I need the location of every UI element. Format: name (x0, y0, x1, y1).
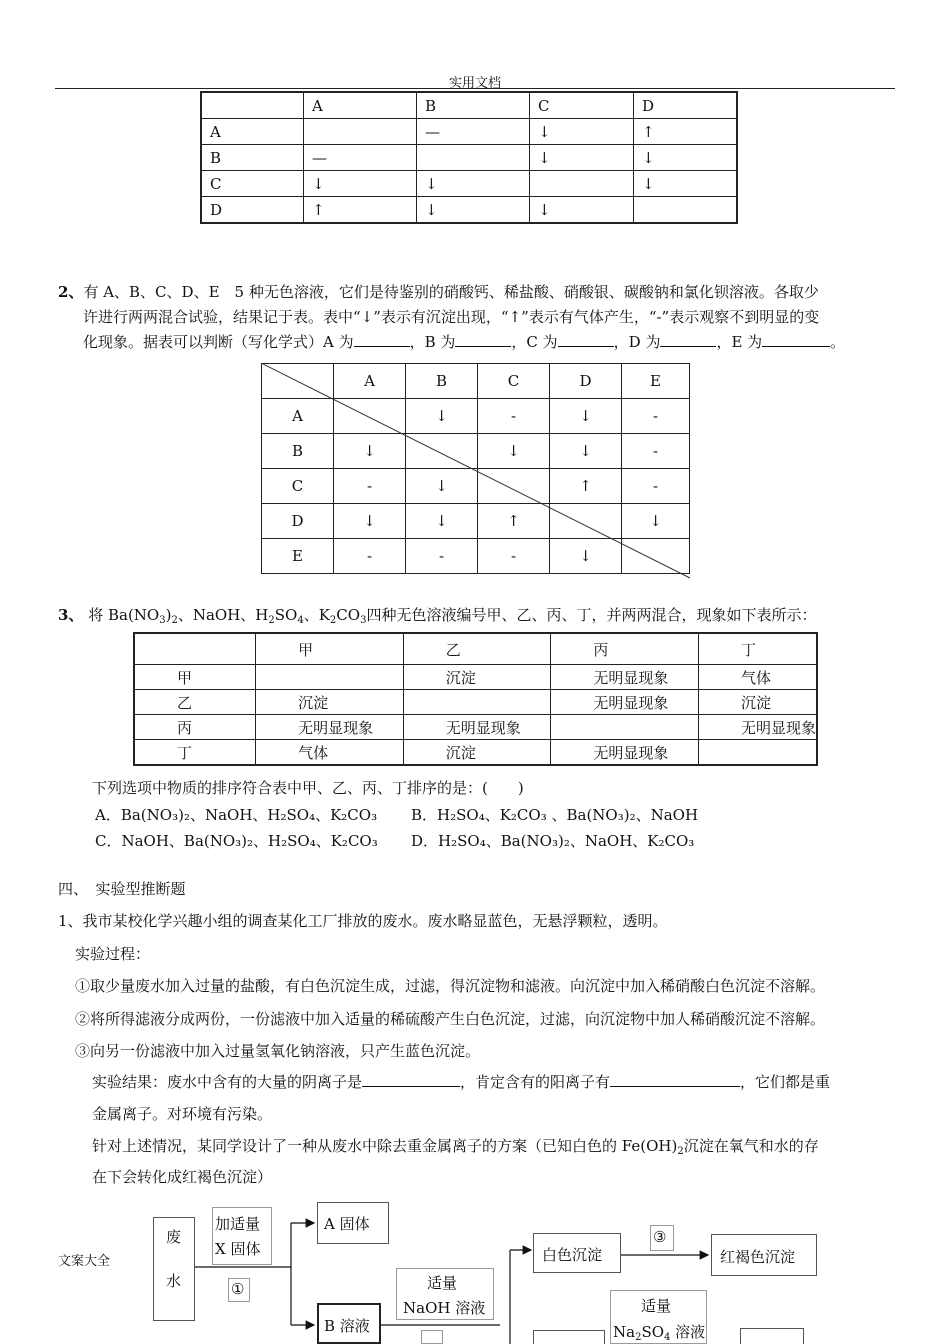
table-cell: ↓ (406, 469, 478, 504)
table-cell (530, 171, 634, 197)
table-cell: ↑ (634, 119, 738, 145)
table-cell: 丙 (134, 715, 256, 740)
q2-line-2: 许进行两两混合试验，结果记于表。表中“↓”表示有沉淀出现，“↑”表示有气体产生，“-”表示观察不到明显的变 (83, 308, 820, 326)
table-row (201, 197, 737, 224)
process-step-1: ①取少量废水加入过量的盐酸，有白色沉淀生成，过滤，得沉淀物和滤液。向沉淀中加入稀硝酸白色沉淀不溶解。 (75, 977, 826, 995)
table-cell: 沉淀 (256, 690, 404, 715)
answer-blank-a[interactable] (354, 332, 410, 347)
answer-blank-cation[interactable] (610, 1072, 740, 1087)
q3-question: 下列选项中物质的排序符合表中甲、乙、丙、丁排序的是：( ) (92, 779, 524, 797)
q2-text-b: ，B 为 (409, 333, 456, 351)
table-cell: ↑ (478, 504, 550, 539)
q3-text: 将 Ba(NO (88, 606, 160, 624)
q2-text-d: ，D 为 (613, 333, 661, 351)
q2-text-e: ，E 为 (716, 333, 763, 351)
table-cell: 无明显现象 (403, 715, 551, 740)
table-cell: 无明显现象 (256, 715, 404, 740)
table-cell: ↓ (334, 504, 406, 539)
q3-text: 、NaOH、H (177, 606, 269, 624)
table-cell: D (634, 92, 738, 119)
table-cell: ↓ (634, 145, 738, 171)
table-cell: 气体 (256, 740, 404, 766)
subscript: 4 (664, 1332, 671, 1343)
waste-water-box (153, 1217, 195, 1321)
table-cell (304, 119, 417, 145)
table-1 (200, 91, 738, 224)
table-cell (417, 145, 530, 171)
table-cell: 沉淀 (403, 665, 551, 690)
table-cell: 甲 (256, 633, 404, 665)
process-step-3: ③向另一份滤液中加入过量氢氧化钠溶液，只产生蓝色沉淀。 (75, 1042, 481, 1060)
q3-option-d: D．H₂SO₄、Ba(NO₃)₂、NaOH、K₂CO₃ (411, 832, 695, 850)
step-3-marker (650, 1225, 674, 1251)
table-cell: A (334, 364, 406, 399)
table-cell: 气体 (698, 665, 817, 690)
waste-label-1: 废 (166, 1228, 182, 1246)
q3-option-c: C．NaOH、Ba(NO₃)₂、H₂SO₄、K₂CO₃ (95, 832, 378, 850)
answer-blank-c[interactable] (558, 332, 614, 347)
table-cell: 丙 (551, 633, 699, 665)
q2-text-f: 。 (830, 333, 846, 351)
table-cell: B (417, 92, 530, 119)
q2-number: 2、 (58, 283, 84, 301)
footer-left: 文案大全 (58, 1254, 111, 1269)
table-cell: D (262, 504, 334, 539)
table-cell: E (622, 364, 690, 399)
table-cell: 无明显现象 (551, 690, 699, 715)
table-cell: B (201, 145, 304, 171)
table-cell: — (304, 145, 417, 171)
table-cell (134, 633, 256, 665)
table-cell: B (262, 434, 334, 469)
subscript: 4 (297, 615, 304, 626)
table-cell: ↓ (406, 504, 478, 539)
table-cell: C (478, 364, 550, 399)
answer-blank-e[interactable] (762, 332, 830, 347)
table-cell: ↓ (334, 434, 406, 469)
table-cell: ↓ (530, 119, 634, 145)
table-cell: - (334, 469, 406, 504)
result-text: ，它们都是重 (740, 1073, 831, 1091)
table-cell: ↓ (530, 197, 634, 224)
table-row (201, 171, 737, 197)
subscript: 3 (159, 615, 166, 626)
q3-intro: 3、 将 $Ba(NO_3)_2$、NaOH、$H_2SO_4$、$K_2CO_3$四种无色溶液编号甲、乙、丙、丁，并两两混合，现象如下表所示： (58, 606, 817, 626)
table-cell: 乙 (134, 690, 256, 715)
q3-text: SO (274, 606, 298, 624)
q2-line-1 (58, 281, 819, 302)
table-cell: - (622, 399, 690, 434)
table-cell: ↓ (550, 399, 622, 434)
plan-text: 沉淀在氧气和水的存 (683, 1137, 819, 1155)
page-header: 实用文档 (448, 76, 501, 91)
formula-part: SO (641, 1323, 665, 1341)
plan-line-1 (92, 1135, 819, 1156)
table-cell (698, 740, 817, 766)
step-1-marker (228, 1278, 250, 1302)
q3-text: 、K (303, 606, 330, 624)
step-2-marker (421, 1330, 443, 1344)
red-brown-precipitate-label: 红褐色沉淀 (720, 1248, 796, 1266)
subscript: 2 (677, 1146, 684, 1157)
result-line-1 (92, 1071, 830, 1092)
q2-text-1: 有 A、B、C、D、E 5 种无色溶液，它们是待鉴别的硝酸钙、稀盐酸、硝酸银、碳酸钠和氯化钡溶液。各取少 (83, 283, 819, 301)
table-cell: — (417, 119, 530, 145)
table-row (134, 633, 817, 665)
process-step-2: ②将所得滤液分成两份，一份滤液中加入适量的稀硫酸产生白色沉淀，过滤，向沉淀物中加人稀硝酸沉淀不溶解。 (75, 1010, 826, 1028)
subscript: 2 (329, 615, 337, 626)
table-cell (201, 92, 304, 119)
table-cell: ↑ (304, 197, 417, 224)
solution-b-box (317, 1303, 381, 1344)
white-precipitate-box (533, 1233, 621, 1273)
q2-text-a: 化现象。据表可以判断（写化学式）A 为 (83, 333, 354, 351)
process-title: 实验过程： (75, 945, 151, 963)
table-cell: - (406, 539, 478, 574)
table-cell: 无明显现象 (551, 740, 699, 766)
table-cell: ↓ (530, 145, 634, 171)
table-cell: A (304, 92, 417, 119)
na2so4-label-1: 适量 (641, 1297, 672, 1315)
table-row (134, 665, 817, 690)
table-3 (133, 632, 818, 766)
table-cell: 丁 (698, 633, 817, 665)
table-cell (551, 715, 699, 740)
red-brown-precipitate-box (711, 1234, 817, 1276)
formula-part: 溶液 (670, 1323, 706, 1341)
white-precipitate-label: 白色沉淀 (542, 1246, 603, 1264)
table-cell: E (262, 539, 334, 574)
table-cell: 沉淀 (403, 740, 551, 766)
q3-text: CO (336, 606, 361, 624)
answer-blank-b[interactable] (455, 332, 511, 347)
flow-box-partial-2 (740, 1328, 804, 1344)
table-cell: B (406, 364, 478, 399)
table-row (134, 715, 817, 740)
table-cell: ↓ (417, 171, 530, 197)
waste-label-2: 水 (166, 1272, 182, 1290)
table-cell: 无明显现象 (698, 715, 817, 740)
naoh-label-1: 适量 (427, 1274, 458, 1292)
answer-blank-d[interactable] (660, 332, 716, 347)
table-cell: 甲 (134, 665, 256, 690)
flow-box-partial-1 (533, 1330, 605, 1344)
table-2-diagonal (261, 363, 691, 579)
table-cell: - (334, 539, 406, 574)
subscript: 2 (171, 615, 178, 626)
step-1-label: ① (231, 1280, 245, 1298)
table-cell (256, 665, 404, 690)
result-text: ，肯定含有的阳离子有 (460, 1073, 611, 1091)
q2-line-3 (83, 331, 845, 352)
naoh-label-2: NaOH 溶液 (403, 1299, 486, 1317)
table-cell (634, 197, 738, 224)
table-cell: ↓ (478, 434, 550, 469)
table-cell: ↓ (304, 171, 417, 197)
table-cell: 乙 (403, 633, 551, 665)
result-line-2: 金属离子。对环境有污染。 (92, 1105, 273, 1123)
subscript: 2 (268, 615, 275, 626)
table-cell: 沉淀 (698, 690, 817, 715)
table-cell: ↓ (634, 171, 738, 197)
na2so4-reagent-box (610, 1290, 707, 1344)
table-cell: - (622, 434, 690, 469)
table-cell: D (201, 197, 304, 224)
step-3-label: ③ (653, 1228, 667, 1246)
s4-q1-intro: 1、我市某校化学兴趣小组的调查某化工厂排放的废水。废水略显蓝色，无悬浮颗粒，透明。 (58, 912, 668, 930)
plan-text: 针对上述情况，某同学设计了一种从废水中除去重金属离子的方案（已知白色的 Fe(OH) (92, 1137, 678, 1155)
q2-text-c: ，C 为 (511, 333, 558, 351)
header-rule (55, 88, 895, 89)
table-row (201, 145, 737, 171)
table-cell: A (201, 119, 304, 145)
solid-a-box (317, 1202, 389, 1244)
table-row (134, 740, 817, 766)
table-cell: C (530, 92, 634, 119)
subscript: 2 (635, 1332, 642, 1343)
add-x-box (212, 1207, 272, 1265)
table-cell: ↑ (550, 469, 622, 504)
formula-part: Na (613, 1323, 636, 1341)
table-cell: - (478, 539, 550, 574)
naoh-reagent-box (396, 1268, 494, 1320)
table-cell: 丁 (134, 740, 256, 766)
q3-option-b: B．H₂SO₄、K₂CO₃ 、Ba(NO₃)₂、NaOH (411, 806, 699, 824)
solid-a-label: A 固体 (324, 1215, 370, 1233)
table-cell (403, 690, 551, 715)
add-x-label-2: X 固体 (215, 1240, 261, 1258)
table-cell: D (550, 364, 622, 399)
q3-text: 四种无色溶液编号甲、乙、丙、丁，并两两混合，现象如下表所示： (366, 606, 817, 624)
table-cell: 无明显现象 (551, 665, 699, 690)
subscript: 3 (360, 615, 367, 626)
section-4-title: 四、 实验型推断题 (58, 880, 186, 898)
table-cell: ↓ (622, 504, 690, 539)
table-cell: - (622, 469, 690, 504)
table-cell: ↓ (406, 399, 478, 434)
q3-option-a: A．Ba(NO₃)₂、NaOH、H₂SO₄、K₂CO₃ (95, 806, 378, 824)
answer-blank-anion[interactable] (362, 1072, 460, 1087)
solution-b-label: B 溶液 (324, 1317, 370, 1335)
na2so4-label-2 (613, 1321, 705, 1342)
table-cell: ↓ (550, 434, 622, 469)
table-cell: A (262, 399, 334, 434)
result-text: 实验结果：废水中含有的大量的阴离子是 (92, 1073, 363, 1091)
plan-line-2: 在下会转化成红褐色沉淀） (92, 1168, 273, 1186)
table-cell: - (478, 399, 550, 434)
q3-number: 3、 (58, 606, 84, 624)
table-cell: C (262, 469, 334, 504)
table-cell: ↓ (550, 539, 622, 574)
table-row (201, 119, 737, 145)
table-row (134, 690, 817, 715)
add-x-label-1: 加适量 (215, 1215, 261, 1233)
table-cell: C (201, 171, 304, 197)
table-cell: ↓ (417, 197, 530, 224)
table-row (201, 92, 737, 119)
